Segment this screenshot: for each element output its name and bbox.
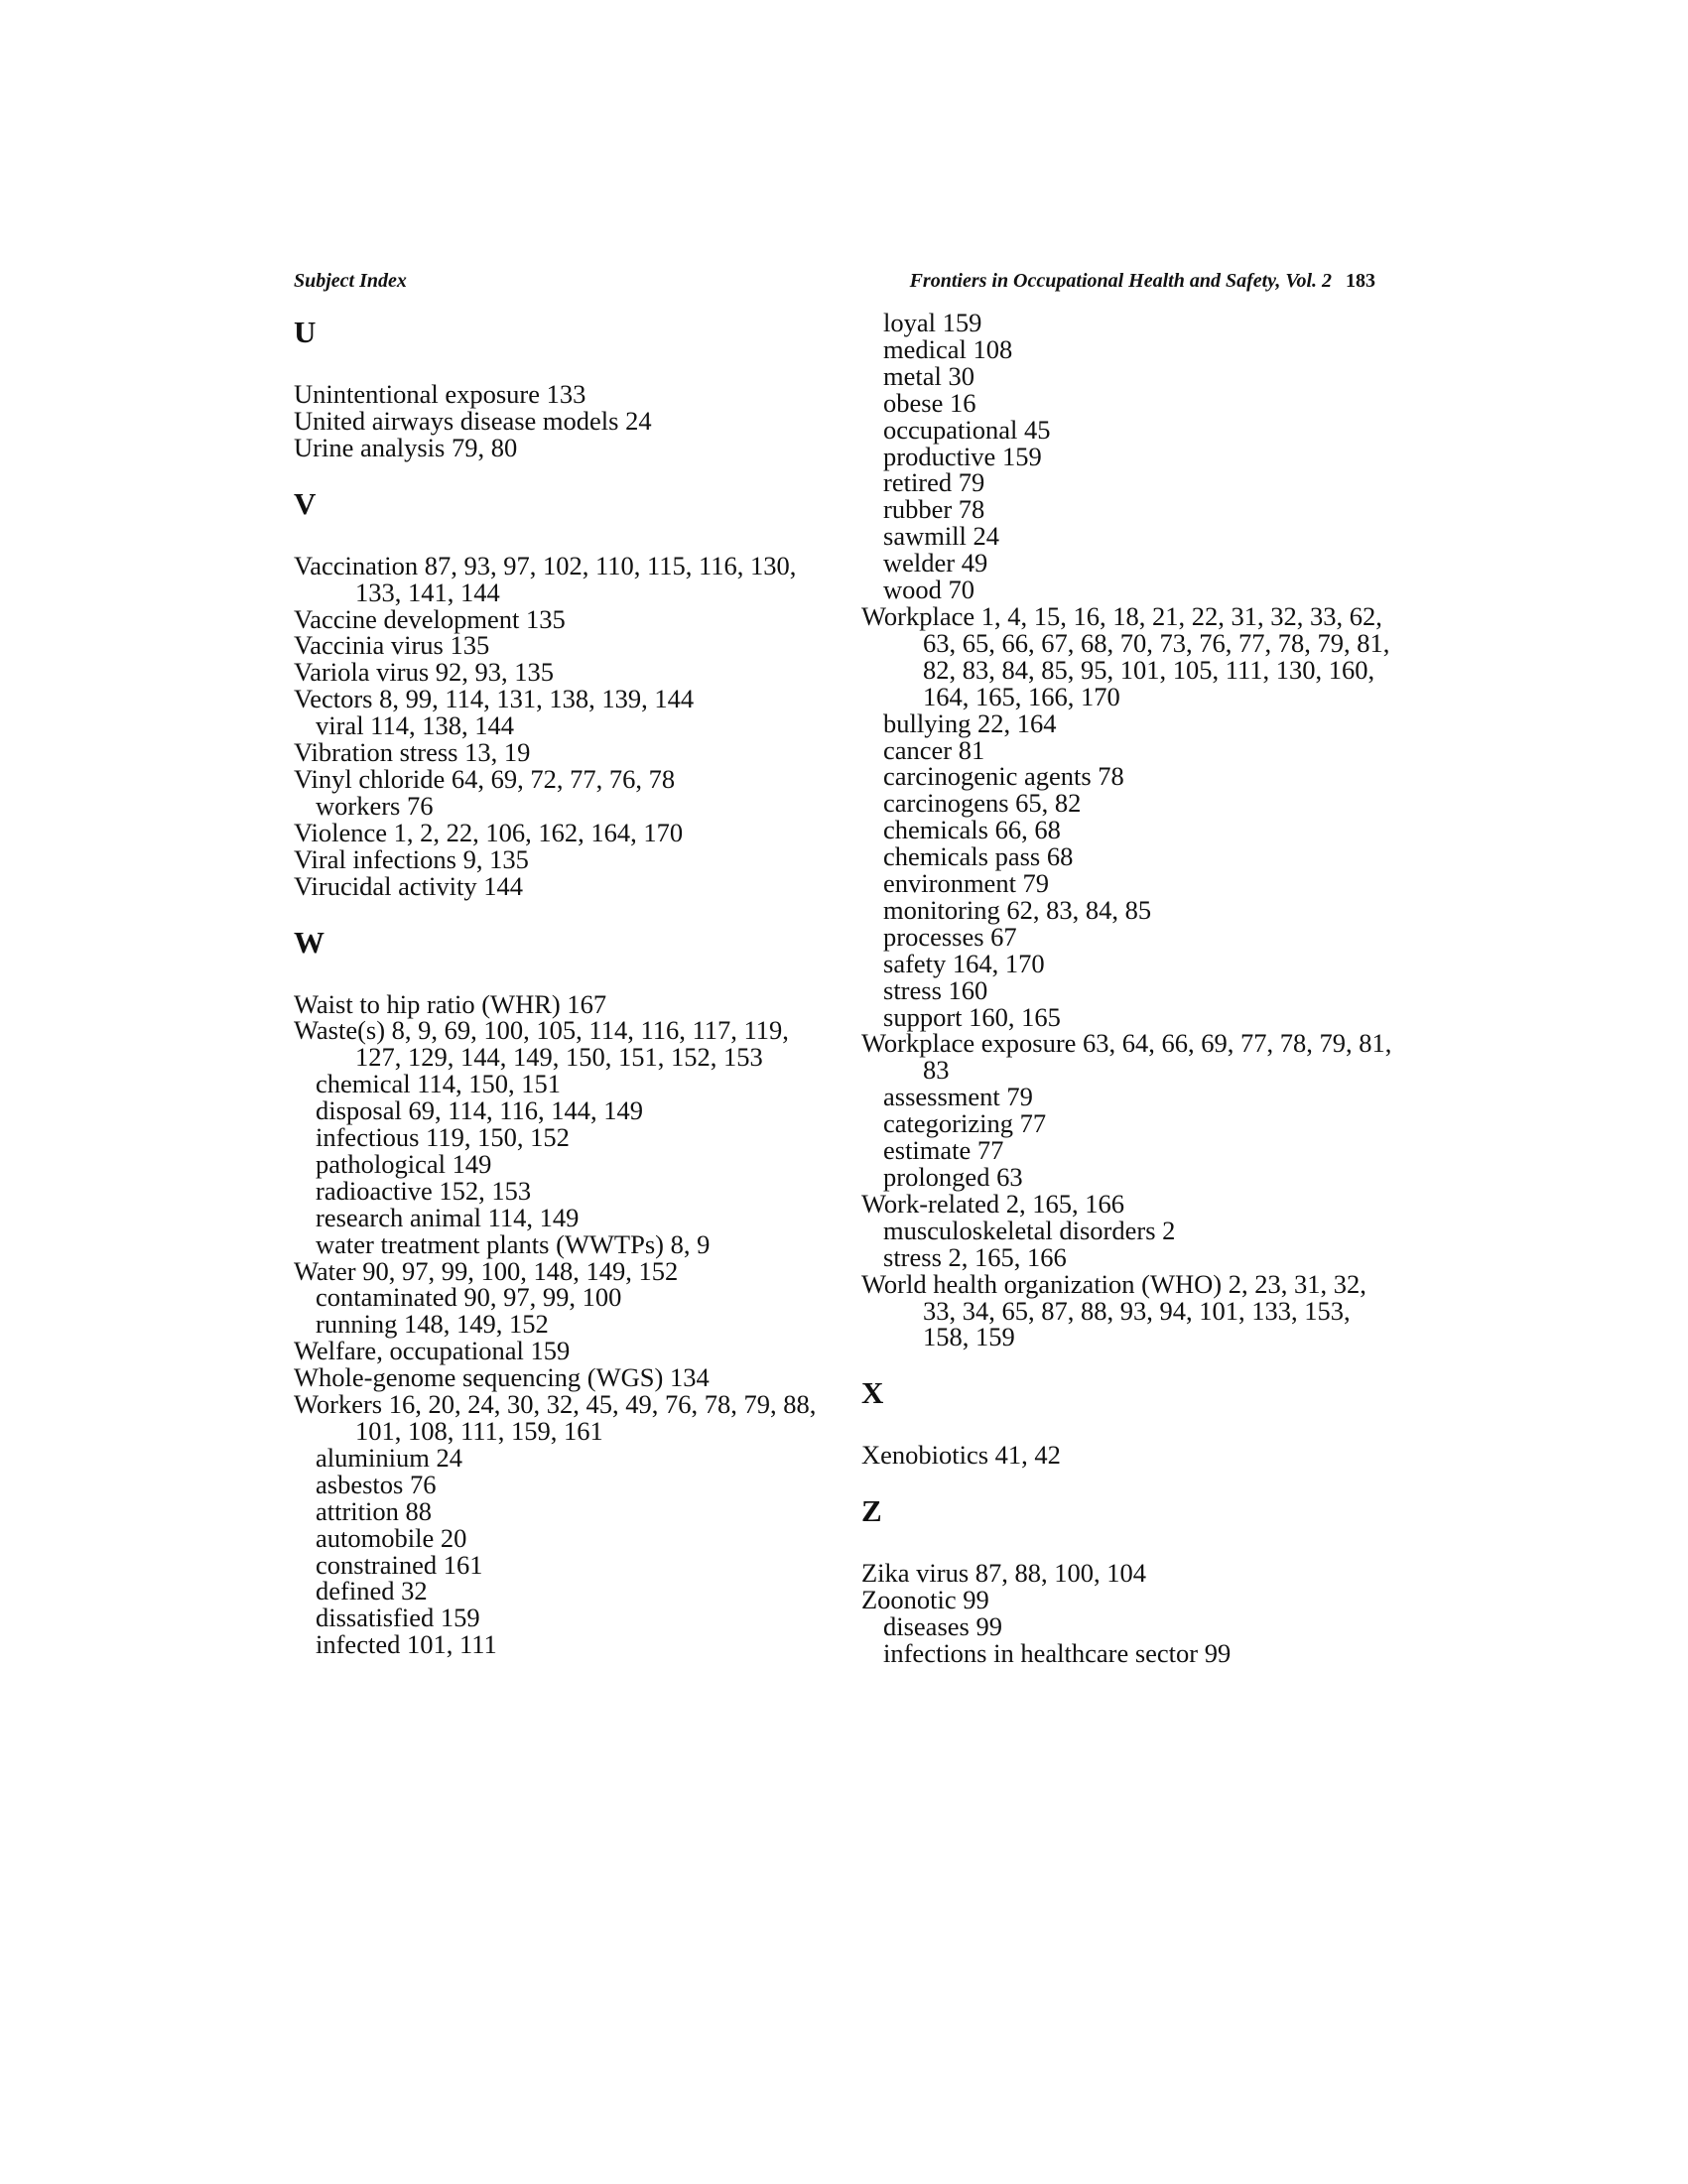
index-entry: Waste(s) 8, 9, 69, 100, 105, 114, 116, 117, 119, 127, 129, 144, 149, 150, 151, 152, 153 xyxy=(294,1015,789,1073)
index-entry: Workplace 1, 4, 15, 16, 18, 21, 22, 31, 32, 33, 62, 63, 65, 66, 67, 68, 70, 73, 76, 77, 78, 79, 81, 82, 83, 84, 85, 95, 101, 105, 111, 130, 160, 164, 165, 166, 170 xyxy=(861,600,1390,711)
index-subentry: monitoring 62, 83, 84, 85 xyxy=(883,894,1152,925)
index-subentry: retired 79 xyxy=(883,467,985,498)
index-entry: Welfare, occupational 159 xyxy=(294,1336,571,1366)
index-entry: Virucidal activity 144 xyxy=(294,870,523,901)
index-entry: Vaccine development 135 xyxy=(294,603,566,634)
index-subentry: chemicals 66, 68 xyxy=(883,815,1061,845)
index-subentry: metal 30 xyxy=(883,360,974,391)
index-subentry: stress 2, 165, 166 xyxy=(883,1241,1067,1272)
index-entry: Vaccination 87, 93, 97, 102, 110, 115, 116, 130, 133, 141, 144 xyxy=(294,550,797,607)
section-letter-w: W xyxy=(294,924,325,960)
index-subentry: stress 160 xyxy=(883,974,988,1005)
index-subentry: pathological 149 xyxy=(316,1148,492,1179)
index-subentry: infected 101, 111 xyxy=(316,1629,497,1660)
running-header xyxy=(294,270,1375,304)
index-entry: United airways disease models 24 xyxy=(294,405,652,436)
section-letter-x: X xyxy=(861,1375,884,1411)
index-subentry: rubber 78 xyxy=(883,494,985,525)
index-subentry: bullying 22, 164 xyxy=(883,707,1057,738)
index-subentry: support 160, 165 xyxy=(883,1001,1061,1032)
index-entry: Zoonotic 99 xyxy=(861,1585,989,1615)
index-subentry: prolonged 63 xyxy=(883,1162,1023,1192)
index-entry: Waist to hip ratio (WHR) 167 xyxy=(294,988,607,1019)
index-subentry: occupational 45 xyxy=(883,414,1051,445)
index-subentry: wood 70 xyxy=(883,575,975,605)
index-subentry: sawmill 24 xyxy=(883,521,1000,552)
index-column-right xyxy=(861,310,1397,1667)
index-entry: Vinyl chloride 64, 69, 72, 77, 76, 78 xyxy=(294,763,676,794)
index-subentry: dissatisfied 159 xyxy=(316,1603,480,1633)
index-subentry: radioactive 152, 153 xyxy=(316,1175,532,1206)
index-subentry: estimate 77 xyxy=(883,1135,1004,1166)
index-subentry: infectious 119, 150, 152 xyxy=(316,1122,570,1153)
index-entry: Variola virus 92, 93, 135 xyxy=(294,657,555,688)
index-subentry: workers 76 xyxy=(316,790,434,821)
index-subentry: welder 49 xyxy=(883,548,988,578)
index-subentry: cancer 81 xyxy=(883,734,985,765)
index-subentry: contaminated 90, 97, 99, 100 xyxy=(316,1282,622,1313)
index-subentry: medical 108 xyxy=(883,333,1013,364)
index-subentry: safety 164, 170 xyxy=(883,948,1045,978)
page-number: 183 xyxy=(1346,270,1375,292)
index-subentry: disposal 69, 114, 116, 144, 149 xyxy=(316,1095,644,1126)
index-entry: Zika virus 87, 88, 100, 104 xyxy=(861,1558,1147,1589)
index-subentry: research animal 114, 149 xyxy=(316,1202,580,1232)
index-entry: World health organization (WHO) 2, 23, 31, 32, 33, 34, 65, 87, 88, 93, 94, 101, 133, 153, 158, 159 xyxy=(861,1268,1366,1352)
index-entry: Violence 1, 2, 22, 106, 162, 164, 170 xyxy=(294,817,684,847)
index-entry: Vectors 8, 99, 114, 131, 138, 139, 144 xyxy=(294,684,695,714)
index-subentry: productive 159 xyxy=(883,441,1042,471)
index-subentry: obese 16 xyxy=(883,387,976,418)
header-section-title: Subject Index xyxy=(294,270,407,292)
index-entry: Unintentional exposure 133 xyxy=(294,379,586,409)
index-subentry: defined 32 xyxy=(316,1576,428,1606)
index-entry: Viral infections 9, 135 xyxy=(294,843,529,874)
index-subentry: musculoskeletal disorders 2 xyxy=(883,1215,1176,1245)
index-subentry: categorizing 77 xyxy=(883,1108,1047,1139)
index-subentry: aluminium 24 xyxy=(316,1442,462,1473)
index-entry: Urine analysis 79, 80 xyxy=(294,432,518,462)
section-letter-u: U xyxy=(294,315,317,349)
index-subentry: processes 67 xyxy=(883,921,1017,952)
index-entry: Vibration stress 13, 19 xyxy=(294,737,531,768)
index-entry: Whole-genome sequencing (WGS) 134 xyxy=(294,1362,710,1393)
index-entry: Workplace exposure 63, 64, 66, 69, 77, 78, 79, 81, 83 xyxy=(861,1028,1392,1086)
index-entry: Work-related 2, 165, 166 xyxy=(861,1188,1124,1219)
index-subentry: asbestos 76 xyxy=(316,1469,437,1499)
section-letter-z: Z xyxy=(861,1493,882,1529)
index-subentry: chemicals pass 68 xyxy=(883,841,1074,872)
header-book-info xyxy=(910,270,1375,293)
index-subentry: chemical 114, 150, 151 xyxy=(316,1069,562,1099)
index-subentry: automobile 20 xyxy=(316,1522,467,1553)
index-subentry: diseases 99 xyxy=(883,1611,1002,1642)
index-subentry: constrained 161 xyxy=(316,1549,483,1580)
index-column-left xyxy=(294,310,830,1658)
index-subentry: environment 79 xyxy=(883,868,1050,899)
index-subentry: water treatment plants (WWTPs) 8, 9 xyxy=(316,1228,711,1259)
index-subentry: assessment 79 xyxy=(883,1082,1033,1112)
header-book-title: Frontiers in Occupational Health and Safety, Vol. 2 xyxy=(909,270,1332,292)
index-subentry: viral 114, 138, 144 xyxy=(316,710,514,741)
index-entry: Workers 16, 20, 24, 30, 32, 45, 49, 76, 78, 79, 88, 101, 108, 111, 159, 161 xyxy=(294,1389,817,1446)
index-subentry: loyal 159 xyxy=(883,308,982,337)
index-subentry: carcinogens 65, 82 xyxy=(883,788,1082,819)
index-entry: Vaccinia virus 135 xyxy=(294,630,490,661)
index-subentry: attrition 88 xyxy=(316,1495,433,1526)
index-entry: Xenobiotics 41, 42 xyxy=(861,1440,1061,1471)
index-subentry: carcinogenic agents 78 xyxy=(883,761,1124,792)
index-entry: Water 90, 97, 99, 100, 148, 149, 152 xyxy=(294,1255,679,1286)
section-letter-v: V xyxy=(294,485,317,521)
index-subentry: infections in healthcare sector 99 xyxy=(883,1637,1232,1668)
index-subentry: running 148, 149, 152 xyxy=(316,1309,549,1340)
